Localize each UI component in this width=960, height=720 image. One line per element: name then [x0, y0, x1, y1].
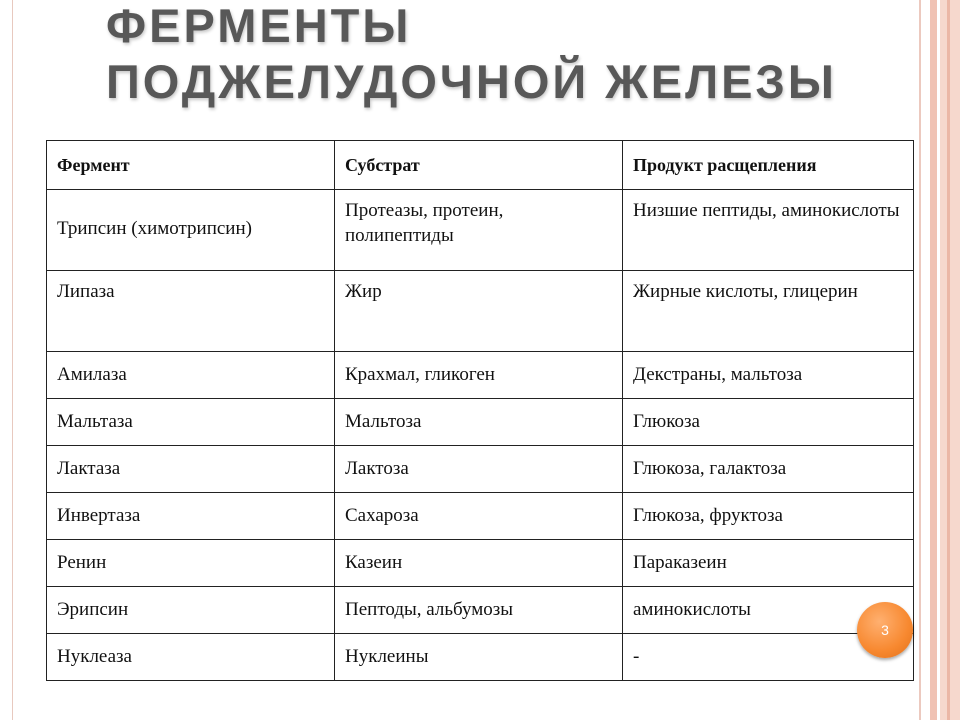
page-number-badge: 3	[857, 602, 913, 658]
table-cell-enzyme: Лактаза	[47, 446, 335, 493]
table-cell-product: Жирные кислоты, глицерин	[623, 271, 914, 352]
slide-title	[106, 0, 906, 110]
table-cell-enzyme: Нуклеаза	[47, 634, 335, 681]
table-cell-product: Глюкоза	[623, 399, 914, 446]
table-cell-product: Декстраны, мальтоза	[623, 352, 914, 399]
table-cell-product: аминокислоты	[623, 587, 914, 634]
slide-right-stripe	[940, 0, 960, 720]
table-row	[47, 446, 914, 493]
table-cell-substrate: Пептоды, альбумозы	[335, 587, 623, 634]
table-cell-enzyme: Инвертаза	[47, 493, 335, 540]
slide-left-border	[0, 0, 13, 720]
table-cell-enzyme: Трипсин (химотрипсин)	[47, 190, 335, 271]
header-product: Продукт расщепления	[623, 141, 914, 190]
table-cell-substrate: Жир	[335, 271, 623, 352]
table-row	[47, 587, 914, 634]
table-cell-product: Низшие пептиды, аминокислоты	[623, 190, 914, 271]
table-cell-substrate: Сахароза	[335, 493, 623, 540]
table-row	[47, 190, 914, 271]
table-row	[47, 493, 914, 540]
slide-right-stripe	[947, 0, 950, 720]
table-row	[47, 399, 914, 446]
table-cell-substrate: Нуклеины	[335, 634, 623, 681]
table-row	[47, 540, 914, 587]
slide-right-stripe	[919, 0, 921, 720]
table-cell-enzyme: Липаза	[47, 271, 335, 352]
table-cell-enzyme: Ренин	[47, 540, 335, 587]
table-cell-substrate: Крахмал, гликоген	[335, 352, 623, 399]
header-enzyme: Фермент	[47, 141, 335, 190]
table-row	[47, 352, 914, 399]
table-cell-substrate: Лактоза	[335, 446, 623, 493]
table-cell-product: Глюкоза, фруктоза	[623, 493, 914, 540]
table-cell-product: -	[623, 634, 914, 681]
table-cell-substrate: Мальтоза	[335, 399, 623, 446]
table-cell-substrate: Протеазы, протеин, полипептиды	[335, 190, 623, 271]
slide-right-stripe	[930, 0, 937, 720]
table-cell-product: Параказеин	[623, 540, 914, 587]
table-cell-enzyme: Амилаза	[47, 352, 335, 399]
table-header-row	[47, 141, 914, 190]
table-row	[47, 634, 914, 681]
table-cell-enzyme: Эрипсин	[47, 587, 335, 634]
table-row	[47, 271, 914, 352]
table-cell-substrate: Казеин	[335, 540, 623, 587]
enzymes-table	[46, 140, 914, 681]
table-cell-product: Глюкоза, галактоза	[623, 446, 914, 493]
slide-title-line-2: ПОДЖЕЛУДОЧНОЙ ЖЕЛЕЗЫ	[106, 55, 837, 108]
table-cell-enzyme: Мальтаза	[47, 399, 335, 446]
slide-title-line-1: ФЕРМЕНТЫ	[106, 0, 412, 52]
header-substrate: Субстрат	[335, 141, 623, 190]
